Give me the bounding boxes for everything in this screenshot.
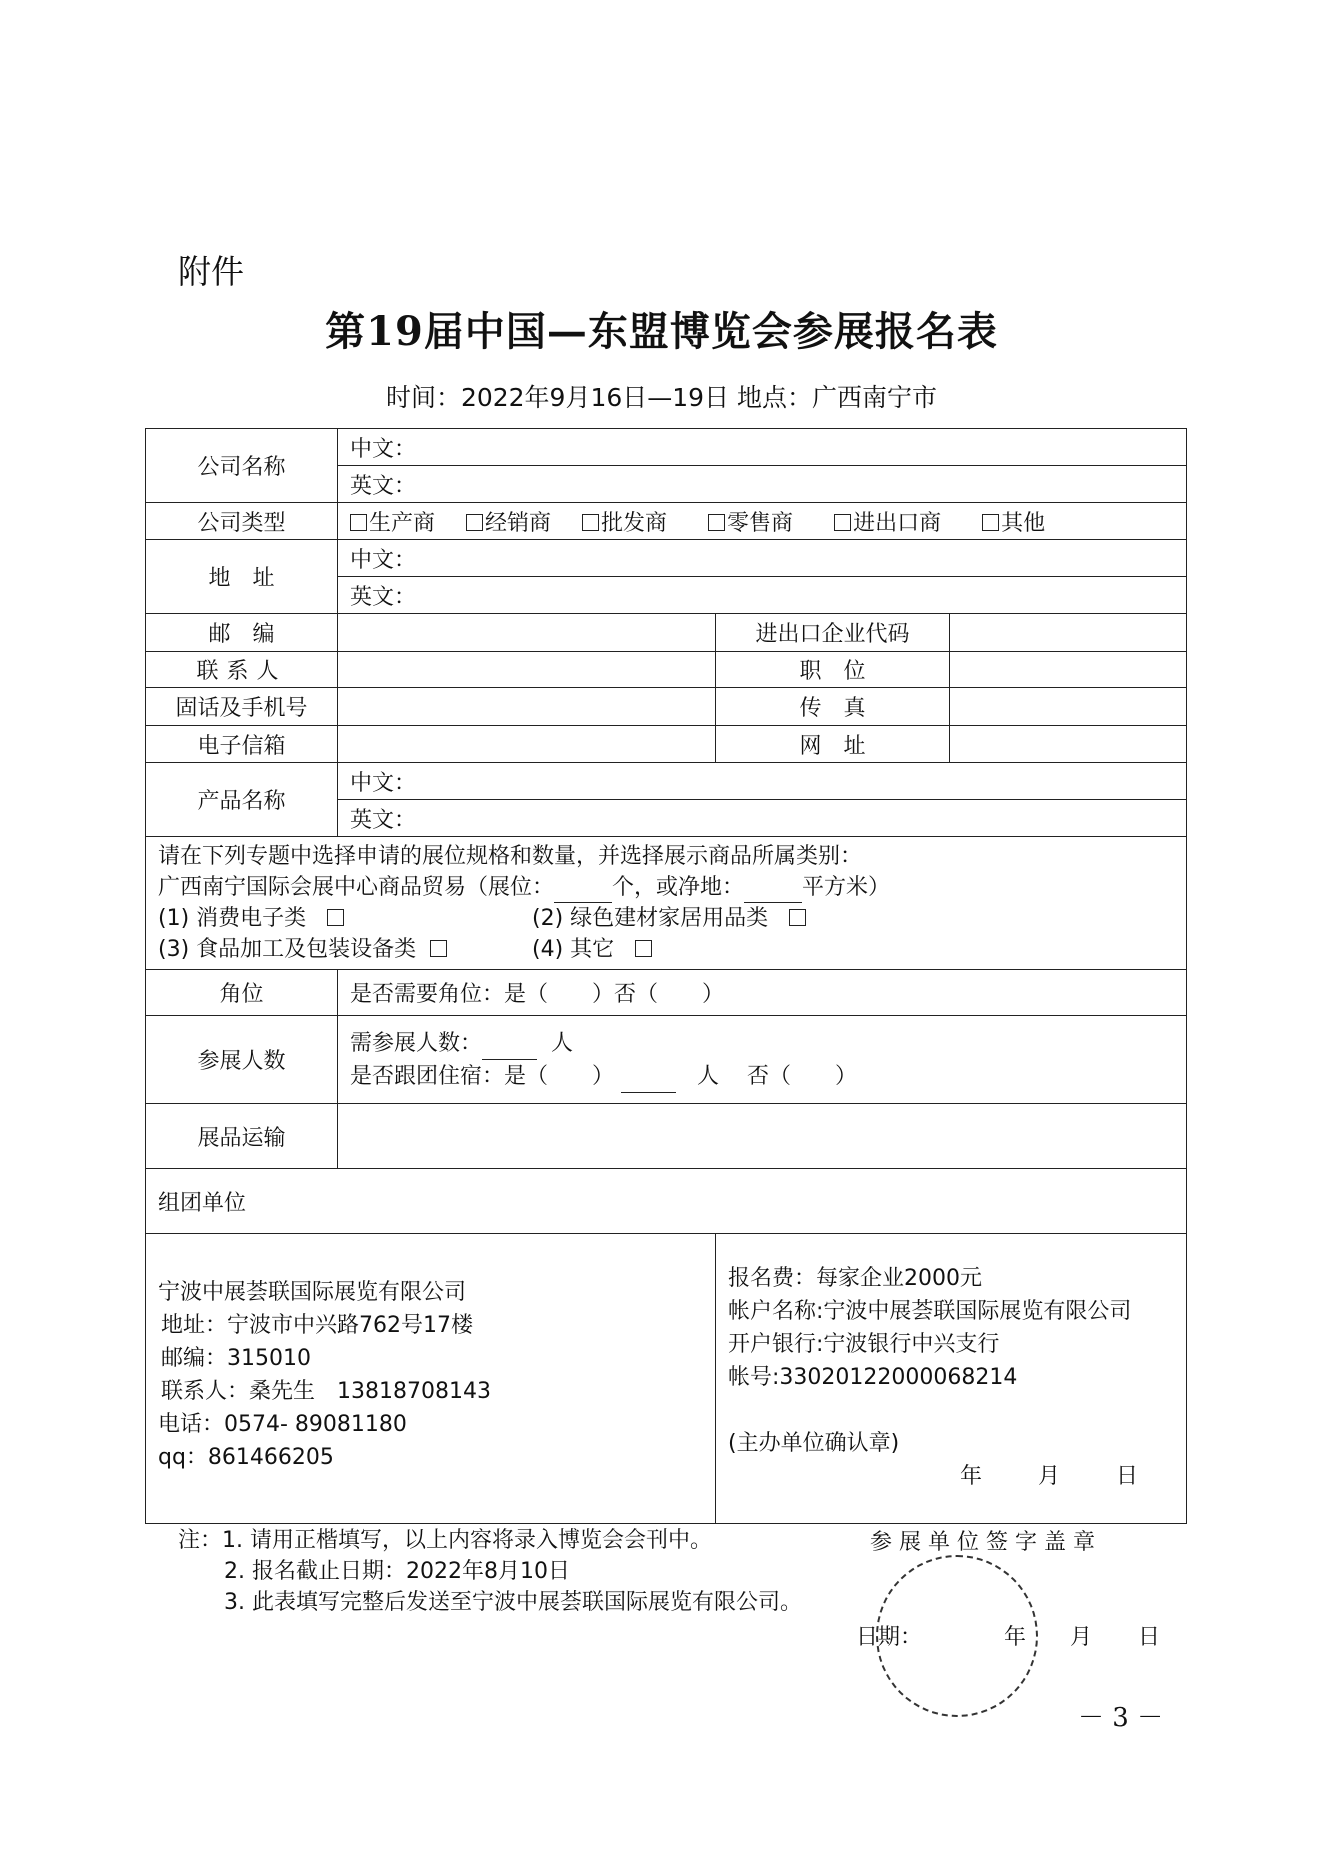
signature-date-day: 日 [1138, 1625, 1161, 1650]
signature-date-year: 年 [1004, 1625, 1027, 1650]
payment-account-number: 帐号:33020122000068214 [728, 1365, 1018, 1390]
page-number: － 3 － [1078, 1703, 1164, 1733]
payment-date-day: 日 [1116, 1464, 1139, 1489]
attachment-label: 附件 [178, 252, 244, 291]
payment-info [716, 1234, 1187, 1524]
organizer-label: 组团单位 [146, 1169, 1187, 1234]
product-name-label: 产品名称 [146, 763, 338, 837]
company-name-en-field[interactable] [338, 466, 1187, 503]
organizer-contact: 联系人：桑先生 13818708143 [161, 1379, 491, 1404]
group-stay-prefix[interactable]: 是否跟团住宿：是（ ） [350, 1063, 615, 1089]
address-en-field[interactable] [338, 577, 1187, 614]
contact-field[interactable] [338, 652, 716, 688]
attendees-count-input[interactable] [482, 1037, 537, 1060]
notes [178, 1525, 802, 1618]
checkbox-icon[interactable] [789, 909, 806, 926]
product-name-cn-field[interactable] [338, 763, 1187, 800]
category-green-building-home[interactable]: (2) 绿色建材家居用品类 [532, 903, 808, 934]
type-option-wholesaler[interactable]: 批发商 [582, 511, 667, 536]
attendees-cell [338, 1016, 1187, 1104]
booth-area-input[interactable] [744, 880, 802, 903]
postcode-field[interactable] [338, 614, 716, 652]
attendees-needed-label: 需参展人数： [350, 1030, 483, 1056]
address-label: 地 址 [146, 540, 338, 614]
position-label: 职 位 [716, 652, 950, 688]
note-1: 注：1. 请用正楷填写，以上内容将录入博览会会刊中。 [178, 1528, 712, 1553]
type-option-retailer[interactable]: 零售商 [708, 511, 793, 536]
checkbox-icon[interactable] [327, 909, 344, 926]
corner-question[interactable]: 是否需要角位：是（ ）否（ ） [338, 970, 1187, 1016]
type-option-manufacturer[interactable]: 生产商 [350, 511, 435, 536]
form-title: 第19届中国—东盟博览会参展报名表 [325, 308, 998, 355]
payment-confirm-seal: (主办单位确认章) [728, 1431, 900, 1456]
export-code-field[interactable] [950, 614, 1187, 652]
payment-date-line [728, 1460, 1174, 1493]
checkbox-icon[interactable] [635, 940, 652, 957]
checkbox-icon[interactable] [982, 514, 999, 531]
booth-line [158, 872, 1174, 903]
position-field[interactable] [950, 652, 1187, 688]
transport-field[interactable] [338, 1104, 1187, 1169]
category-food-processing-packaging[interactable]: (3) 食品加工及包装设备类 [158, 934, 525, 965]
group-stay-line [350, 1060, 1174, 1093]
address-cn-field[interactable] [338, 540, 1187, 577]
organizer-company: 宁波中展荟联国际展览有限公司 [158, 1280, 467, 1305]
group-stay-count-input[interactable] [621, 1070, 676, 1093]
type-option-importer-exporter[interactable]: 进出口商 [834, 511, 941, 536]
corner-label: 角位 [146, 970, 338, 1016]
group-stay-no[interactable]: 否（ ） [747, 1063, 858, 1089]
organizer-address: 地址：宁波市中兴路762号17楼 [161, 1313, 473, 1338]
signature-date-month: 月 [1070, 1625, 1093, 1650]
fax-field[interactable] [950, 688, 1187, 726]
product-name-cn-prefix: 中文： [350, 770, 417, 796]
registration-form [145, 428, 1187, 1524]
company-name-cn-field[interactable] [338, 429, 1187, 466]
address-en-prefix: 英文： [350, 584, 417, 610]
category-consumer-electronics[interactable]: (1) 消费电子类 [158, 903, 525, 934]
website-field[interactable] [950, 726, 1187, 763]
booth-intro: 请在下列专题中选择申请的展位规格和数量，并选择展示商品所属类别： [158, 844, 863, 869]
checkbox-icon[interactable] [466, 514, 483, 531]
company-type-options [338, 503, 1187, 540]
payment-bank: 开户银行:宁波银行中兴支行 [728, 1332, 1000, 1357]
payment-date-month: 月 [1038, 1464, 1061, 1489]
email-field[interactable] [338, 726, 716, 763]
category-other[interactable]: (4) 其它 [532, 934, 654, 965]
booth-line-prefix: 广西南宁国际会展中心商品贸易（展位： [158, 875, 555, 900]
attendees-needed-line [350, 1027, 1174, 1060]
booth-area-unit: 平方米） [802, 875, 891, 900]
organizer-postcode: 邮编：315010 [161, 1346, 311, 1371]
contact-label: 联系人 [146, 652, 338, 688]
export-code-label: 进出口企业代码 [716, 614, 950, 652]
website-label: 网 址 [716, 726, 950, 763]
phone-label: 固话及手机号 [146, 688, 338, 726]
checkbox-icon[interactable] [582, 514, 599, 531]
time-location: 时间：2022年9月16日—19日 地点：广西南宁市 [385, 383, 938, 412]
fax-label: 传 真 [716, 688, 950, 726]
signature-label: 参展单位签字盖章 [870, 1530, 1103, 1555]
product-name-en-prefix: 英文： [350, 807, 417, 833]
product-name-en-field[interactable] [338, 800, 1187, 837]
group-stay-person-unit: 人 [697, 1063, 720, 1089]
booth-selection-cell [146, 837, 1187, 970]
note-3: 3. 此表填写完整后发送至宁波中展荟联国际展览有限公司。 [224, 1590, 802, 1615]
type-option-distributor[interactable]: 经销商 [466, 511, 551, 536]
company-name-en-prefix: 英文： [350, 473, 417, 499]
checkbox-icon[interactable] [350, 514, 367, 531]
postcode-label: 邮 编 [146, 614, 338, 652]
booth-count-input[interactable] [554, 880, 612, 903]
attendees-person-unit: 人 [551, 1030, 574, 1056]
company-name-cn-prefix: 中文： [350, 436, 417, 462]
payment-date-year: 年 [960, 1464, 983, 1489]
booth-unit: 个，或净地： [612, 875, 745, 900]
address-cn-prefix: 中文： [350, 547, 417, 573]
organizer-info [146, 1234, 716, 1524]
checkbox-icon[interactable] [708, 514, 725, 531]
type-option-other[interactable]: 其他 [982, 511, 1045, 536]
organizer-phone: 电话：0574- 89081180 [158, 1412, 407, 1437]
company-type-label: 公司类型 [146, 503, 338, 540]
signature-date-label: 日期： [856, 1625, 923, 1650]
note-2: 2. 报名截止日期：2022年8月10日 [224, 1559, 570, 1584]
category-row-1 [158, 903, 1174, 934]
email-label: 电子信箱 [146, 726, 338, 763]
organizer-qq: qq：861466205 [158, 1445, 334, 1470]
checkbox-icon[interactable] [834, 514, 851, 531]
checkbox-icon[interactable] [430, 940, 447, 957]
payment-fee: 报名费：每家企业2000元 [728, 1266, 982, 1291]
category-row-2 [158, 934, 1174, 965]
company-name-label: 公司名称 [146, 429, 338, 503]
phone-field[interactable] [338, 688, 716, 726]
transport-label: 展品运输 [146, 1104, 338, 1169]
attendees-label: 参展人数 [146, 1016, 338, 1104]
payment-account-name: 帐户名称:宁波中展荟联国际展览有限公司 [728, 1299, 1132, 1324]
